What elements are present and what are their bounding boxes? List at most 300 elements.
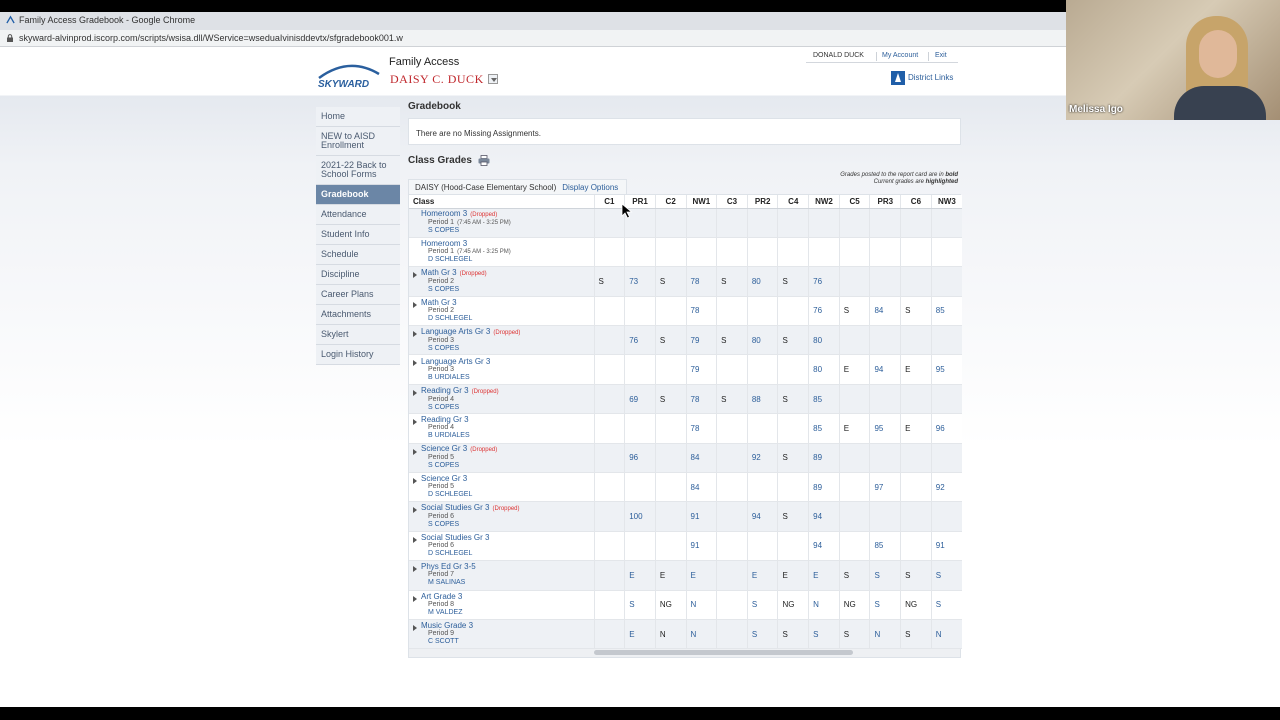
- dropped-badge: (Dropped): [459, 270, 487, 277]
- grade-cell[interactable]: 80: [809, 355, 840, 384]
- grade-cell[interactable]: N: [686, 619, 717, 648]
- class-cell: [409, 502, 594, 531]
- grade-cell[interactable]: 84: [686, 443, 717, 472]
- nav-student-info[interactable]: Student Info: [316, 225, 400, 245]
- grade-cell[interactable]: 84: [870, 296, 901, 325]
- nav-discipline[interactable]: Discipline: [316, 265, 400, 285]
- table-row: [409, 237, 962, 266]
- class-name[interactable]: Language Arts Gr 3: [421, 326, 491, 336]
- column-header-nw3[interactable]: NW3: [931, 195, 962, 208]
- horizontal-scrollbar[interactable]: [409, 649, 960, 657]
- period-text: Period 3: [428, 365, 455, 373]
- table-row: [409, 326, 962, 355]
- expand-arrow-icon[interactable]: [413, 449, 417, 455]
- page-title: Gradebook: [408, 101, 461, 112]
- grade-cell: [717, 502, 748, 531]
- grade-cell[interactable]: 89: [809, 473, 840, 502]
- teacher-link[interactable]: M SALINAS: [428, 579, 466, 587]
- grade-cell: [931, 384, 962, 413]
- teacher-link[interactable]: C SCOTT: [428, 638, 459, 646]
- grade-cell: [717, 414, 748, 443]
- class-name-link[interactable]: [421, 475, 594, 483]
- grade-cell: [594, 473, 625, 502]
- grade-cell[interactable]: 80: [809, 326, 840, 355]
- address-bar[interactable]: [0, 30, 1066, 47]
- grade-cell[interactable]: S: [809, 619, 840, 648]
- grade-cell[interactable]: 95: [931, 355, 962, 384]
- presenter-shirt: [1174, 86, 1266, 120]
- grade-cell: [778, 355, 809, 384]
- grade-cell[interactable]: 78: [686, 384, 717, 413]
- period-text: Period 1: [428, 248, 455, 256]
- grade-cell[interactable]: 80: [747, 267, 778, 296]
- dropped-badge: (Dropped): [470, 447, 498, 454]
- grade-cell[interactable]: N: [809, 590, 840, 619]
- class-name[interactable]: Language Arts Gr 3: [421, 356, 491, 366]
- grade-cell: [625, 355, 656, 384]
- grade-cell: [839, 473, 870, 502]
- grade-cell[interactable]: E: [747, 561, 778, 590]
- column-header-c5[interactable]: C5: [839, 195, 870, 208]
- class-grades-title: Class Grades: [408, 155, 472, 166]
- grade-cell: [931, 502, 962, 531]
- period-text: Period 2: [428, 306, 455, 314]
- class-name[interactable]: Art Grade 3: [421, 591, 463, 601]
- expand-arrow-icon[interactable]: [413, 390, 417, 396]
- nav-skylert[interactable]: Skylert: [316, 325, 400, 345]
- period-text: Period 6: [428, 541, 455, 549]
- period-text: Period 8: [428, 600, 455, 608]
- nav-home[interactable]: Home: [316, 107, 400, 127]
- class-cell: [409, 531, 594, 560]
- grade-cell[interactable]: 76: [809, 267, 840, 296]
- grade-cell[interactable]: 92: [747, 443, 778, 472]
- grade-cell: [901, 237, 932, 266]
- grade-cell[interactable]: S: [778, 502, 809, 531]
- column-header-class[interactable]: Class: [409, 195, 594, 208]
- grade-cell[interactable]: S: [594, 267, 625, 296]
- school-tab-label: DAISY (Hood-Case Elementary School): [415, 183, 557, 192]
- nav-new-enrollment[interactable]: NEW to AISD Enrollment: [316, 127, 400, 156]
- grade-cell[interactable]: 95: [870, 414, 901, 443]
- period-text: Period 1: [428, 219, 455, 227]
- grade-cell[interactable]: S: [870, 561, 901, 590]
- grade-cell[interactable]: NG: [901, 590, 932, 619]
- class-cell: [409, 208, 594, 237]
- nav-attachments[interactable]: Attachments: [316, 305, 400, 325]
- expand-arrow-icon[interactable]: [413, 419, 417, 425]
- grade-cell: [717, 590, 748, 619]
- grade-cell[interactable]: S: [778, 267, 809, 296]
- grades-table: [409, 195, 962, 649]
- class-name-link[interactable]: [421, 240, 594, 248]
- grade-cell[interactable]: S: [655, 326, 686, 355]
- class-name-link[interactable]: [421, 358, 594, 366]
- app-title: Family Access: [389, 56, 460, 68]
- grade-cell[interactable]: E: [686, 561, 717, 590]
- class-name-link[interactable]: [421, 210, 594, 219]
- expand-arrow-icon[interactable]: [413, 625, 417, 631]
- teacher-link[interactable]: S COPES: [428, 344, 460, 352]
- grade-cell: [870, 326, 901, 355]
- grade-cell[interactable]: E: [901, 414, 932, 443]
- expand-arrow-icon[interactable]: [413, 272, 417, 278]
- grade-cell: [870, 267, 901, 296]
- teacher-link[interactable]: M VALDEZ: [428, 608, 463, 616]
- grade-cell[interactable]: 73: [625, 267, 656, 296]
- column-header-c2[interactable]: C2: [655, 195, 686, 208]
- grade-cell: [625, 414, 656, 443]
- grade-cell[interactable]: S: [717, 267, 748, 296]
- period-text: Period 2: [428, 277, 455, 285]
- class-name[interactable]: Phys Ed Gr 3-5: [421, 562, 476, 572]
- grade-cell: [594, 296, 625, 325]
- table-row: [409, 414, 962, 443]
- grade-cell[interactable]: 100: [625, 502, 656, 531]
- grade-cell[interactable]: 85: [931, 296, 962, 325]
- teacher-link[interactable]: D SCHLEGEL: [428, 491, 473, 499]
- grade-cell: [747, 296, 778, 325]
- class-cell: [409, 443, 594, 472]
- nav-gradebook[interactable]: Gradebook: [316, 185, 400, 205]
- class-name[interactable]: Social Studies Gr 3: [421, 503, 490, 513]
- grade-cell[interactable]: E: [901, 355, 932, 384]
- period-label: [428, 454, 594, 462]
- class-name[interactable]: Homeroom 3: [421, 209, 468, 219]
- grades-body: [409, 208, 962, 649]
- period-time: (7:45 AM - 3:25 PM): [457, 220, 511, 227]
- exit-link[interactable]: Exit: [935, 52, 947, 59]
- class-name-link[interactable]: [421, 445, 594, 454]
- grade-cell: [839, 208, 870, 237]
- grade-cell[interactable]: S: [747, 619, 778, 648]
- grade-cell[interactable]: 85: [870, 531, 901, 560]
- period-text: Period 4: [428, 395, 455, 403]
- grade-cell[interactable]: 92: [931, 473, 962, 502]
- grade-cell[interactable]: E: [625, 561, 656, 590]
- grade-cell[interactable]: S: [931, 590, 962, 619]
- period-label: [428, 424, 594, 432]
- expand-arrow-icon[interactable]: [413, 537, 417, 543]
- grade-cell: [594, 414, 625, 443]
- grade-cell[interactable]: 88: [747, 384, 778, 413]
- grade-cell: [594, 443, 625, 472]
- period-label: [428, 337, 594, 345]
- class-name[interactable]: Music Grade 3: [421, 621, 474, 631]
- grade-cell[interactable]: 89: [809, 443, 840, 472]
- grade-cell: [839, 502, 870, 531]
- class-name-link[interactable]: [421, 563, 594, 571]
- district-links[interactable]: [891, 71, 953, 85]
- teacher-link[interactable]: B URDIALES: [428, 373, 470, 381]
- grade-cell[interactable]: 96: [931, 414, 962, 443]
- grade-cell[interactable]: 85: [809, 384, 840, 413]
- column-header-c4[interactable]: C4: [778, 195, 809, 208]
- period-label: [428, 248, 594, 256]
- grade-cell: [931, 208, 962, 237]
- column-header-pr1[interactable]: PR1: [625, 195, 656, 208]
- class-name-link[interactable]: [421, 269, 594, 278]
- grade-cell: [717, 237, 748, 266]
- class-cell: [409, 561, 594, 590]
- class-name-link[interactable]: [421, 299, 594, 307]
- grade-cell: [717, 355, 748, 384]
- class-name[interactable]: Social Studies Gr 3: [421, 532, 490, 542]
- grade-cell: [778, 296, 809, 325]
- period-label: [428, 571, 594, 579]
- divider: [928, 52, 929, 61]
- grade-cell: [901, 208, 932, 237]
- class-name-link[interactable]: [421, 416, 594, 424]
- grade-cell[interactable]: 78: [686, 267, 717, 296]
- grade-cell[interactable]: N: [686, 590, 717, 619]
- grade-cell: [747, 473, 778, 502]
- grades-legend: [800, 172, 958, 186]
- grade-cell[interactable]: 91: [686, 531, 717, 560]
- grade-cell[interactable]: S: [778, 326, 809, 355]
- student-dropdown-button[interactable]: [488, 74, 498, 84]
- grade-cell: [717, 296, 748, 325]
- class-cell: [409, 296, 594, 325]
- grade-cell[interactable]: 84: [686, 473, 717, 502]
- district-links-label: District Links: [908, 73, 954, 83]
- grade-cell[interactable]: E: [809, 561, 840, 590]
- grade-cell[interactable]: S: [717, 326, 748, 355]
- grade-cell[interactable]: 79: [686, 326, 717, 355]
- grade-cell[interactable]: S: [778, 443, 809, 472]
- class-name[interactable]: Science Gr 3: [421, 444, 468, 454]
- teacher-link[interactable]: S COPES: [428, 227, 460, 235]
- grade-cell[interactable]: 69: [625, 384, 656, 413]
- grade-cell[interactable]: 80: [747, 326, 778, 355]
- grade-cell: [778, 237, 809, 266]
- teacher-link[interactable]: D SCHLEGEL: [428, 314, 473, 322]
- grade-cell[interactable]: 94: [809, 502, 840, 531]
- grade-cell[interactable]: S: [870, 590, 901, 619]
- grade-cell: [655, 502, 686, 531]
- grade-cell: [901, 384, 932, 413]
- grade-cell: [747, 531, 778, 560]
- grade-cell[interactable]: N: [931, 619, 962, 648]
- grade-cell[interactable]: 79: [686, 355, 717, 384]
- grade-cell[interactable]: N: [655, 619, 686, 648]
- nav-back-to-school-forms[interactable]: 2021-22 Back to School Forms: [316, 156, 400, 185]
- district-icon: [891, 71, 905, 85]
- grade-cell: [901, 267, 932, 296]
- class-name[interactable]: Math Gr 3: [421, 267, 457, 277]
- table-row: [409, 619, 962, 648]
- table-row: [409, 355, 962, 384]
- grade-cell: [686, 208, 717, 237]
- grade-cell[interactable]: S: [901, 296, 932, 325]
- period-text: Period 3: [428, 336, 455, 344]
- class-cell: [409, 237, 594, 266]
- grade-cell[interactable]: S: [778, 384, 809, 413]
- grade-cell[interactable]: S: [901, 619, 932, 648]
- grade-cell[interactable]: 78: [686, 296, 717, 325]
- table-row: [409, 531, 962, 560]
- grade-cell[interactable]: 91: [931, 531, 962, 560]
- grade-cell: [717, 208, 748, 237]
- presenter-face: [1199, 30, 1237, 78]
- grade-cell[interactable]: E: [839, 355, 870, 384]
- grade-cell[interactable]: S: [655, 267, 686, 296]
- grade-cell: [809, 208, 840, 237]
- grade-cell[interactable]: S: [655, 384, 686, 413]
- grade-cell[interactable]: 76: [625, 326, 656, 355]
- grade-cell[interactable]: 91: [686, 502, 717, 531]
- class-name[interactable]: Science Gr 3: [421, 474, 468, 484]
- expand-arrow-icon[interactable]: [413, 331, 417, 337]
- grade-cell[interactable]: S: [625, 590, 656, 619]
- grade-cell: [625, 531, 656, 560]
- grade-cell[interactable]: S: [839, 561, 870, 590]
- class-name[interactable]: Math Gr 3: [421, 297, 457, 307]
- grade-cell[interactable]: 94: [809, 531, 840, 560]
- grade-cell: [778, 473, 809, 502]
- grade-cell: [625, 237, 656, 266]
- teacher-link[interactable]: S COPES: [428, 521, 460, 529]
- my-account-link[interactable]: My Account: [882, 52, 919, 59]
- divider: [876, 52, 877, 61]
- class-cell: [409, 267, 594, 296]
- class-name[interactable]: Homeroom 3: [421, 239, 468, 249]
- grade-cell: [839, 267, 870, 296]
- period-text: Period 5: [428, 454, 455, 462]
- grade-cell: [901, 531, 932, 560]
- column-header-c3[interactable]: C3: [717, 195, 748, 208]
- user-name: DONALD DUCK: [813, 52, 864, 59]
- teacher-link[interactable]: B URDIALES: [428, 432, 470, 440]
- column-header-pr2[interactable]: PR2: [747, 195, 778, 208]
- expand-arrow-icon[interactable]: [413, 507, 417, 513]
- expand-arrow-icon[interactable]: [413, 360, 417, 366]
- grade-cell: [778, 531, 809, 560]
- grade-cell: [655, 531, 686, 560]
- legend-line1: Grades posted to the report card are in: [840, 172, 946, 178]
- scrollbar-thumb[interactable]: [594, 650, 853, 655]
- grade-cell: [870, 237, 901, 266]
- period-time: (7:45 AM - 3:25 PM): [457, 249, 511, 256]
- missing-assignments-box: [408, 118, 961, 145]
- browser-titlebar: [0, 12, 1066, 30]
- column-header-pr3[interactable]: PR3: [870, 195, 901, 208]
- grade-cell[interactable]: NG: [839, 590, 870, 619]
- table-row: [409, 296, 962, 325]
- dropped-badge: (Dropped): [471, 388, 499, 395]
- grade-cell[interactable]: S: [839, 619, 870, 648]
- expand-arrow-icon[interactable]: [413, 478, 417, 484]
- grade-cell: [778, 414, 809, 443]
- class-name[interactable]: Reading Gr 3: [421, 415, 469, 425]
- class-cell: [409, 384, 594, 413]
- class-cell: [409, 590, 594, 619]
- grade-cell: [686, 237, 717, 266]
- grade-cell[interactable]: E: [655, 561, 686, 590]
- printer-icon[interactable]: [478, 155, 490, 166]
- grade-cell[interactable]: S: [778, 619, 809, 648]
- grade-cell: [594, 326, 625, 355]
- teacher-link[interactable]: S COPES: [428, 462, 460, 470]
- grade-cell[interactable]: E: [839, 414, 870, 443]
- teacher-link[interactable]: D SCHLEGEL: [428, 256, 473, 264]
- grade-cell: [594, 619, 625, 648]
- grades-grid: [408, 194, 961, 658]
- teacher-link[interactable]: S COPES: [428, 403, 460, 411]
- column-header-c1[interactable]: C1: [594, 195, 625, 208]
- grade-cell: [717, 473, 748, 502]
- class-name[interactable]: Reading Gr 3: [421, 385, 469, 395]
- class-name-link[interactable]: [421, 534, 594, 542]
- expand-arrow-icon[interactable]: [413, 566, 417, 572]
- teacher-link[interactable]: S COPES: [428, 285, 460, 293]
- mouse-cursor-icon: [621, 203, 633, 219]
- expand-arrow-icon[interactable]: [413, 302, 417, 308]
- grade-cell[interactable]: 96: [625, 443, 656, 472]
- period-label: [428, 366, 594, 374]
- grade-cell[interactable]: 85: [809, 414, 840, 443]
- grade-cell[interactable]: S: [931, 561, 962, 590]
- class-cell: [409, 326, 594, 355]
- grade-cell[interactable]: S: [747, 590, 778, 619]
- period-label: [428, 513, 594, 521]
- nav-career-plans[interactable]: Career Plans: [316, 285, 400, 305]
- grade-cell: [870, 443, 901, 472]
- grade-cell[interactable]: S: [901, 561, 932, 590]
- grade-cell[interactable]: 76: [809, 296, 840, 325]
- display-options-link[interactable]: Display Options: [562, 183, 619, 192]
- class-name-link[interactable]: [421, 593, 594, 601]
- column-header-nw1[interactable]: NW1: [686, 195, 717, 208]
- grade-cell: [839, 531, 870, 560]
- grade-cell: [655, 237, 686, 266]
- grade-cell[interactable]: 78: [686, 414, 717, 443]
- column-header-c6[interactable]: C6: [901, 195, 932, 208]
- school-tab[interactable]: [408, 179, 627, 194]
- grade-cell[interactable]: E: [625, 619, 656, 648]
- grade-cell[interactable]: NG: [655, 590, 686, 619]
- column-header-nw2[interactable]: NW2: [809, 195, 840, 208]
- table-row: [409, 561, 962, 590]
- nav-schedule[interactable]: Schedule: [316, 245, 400, 265]
- grade-cell: [625, 296, 656, 325]
- grade-cell[interactable]: N: [870, 619, 901, 648]
- expand-arrow-icon[interactable]: [413, 596, 417, 602]
- grade-cell: [594, 355, 625, 384]
- grade-cell[interactable]: NG: [778, 590, 809, 619]
- grade-cell[interactable]: 97: [870, 473, 901, 502]
- dropped-badge: (Dropped): [492, 506, 520, 513]
- grade-cell[interactable]: S: [839, 296, 870, 325]
- class-name-link[interactable]: [421, 504, 594, 513]
- grade-cell[interactable]: S: [717, 384, 748, 413]
- nav-attendance[interactable]: Attendance: [316, 205, 400, 225]
- grade-cell: [717, 561, 748, 590]
- grade-cell: [594, 502, 625, 531]
- grade-cell[interactable]: 94: [747, 502, 778, 531]
- period-label: [428, 219, 594, 227]
- nav-login-history[interactable]: Login History: [316, 345, 400, 365]
- grade-cell: [931, 267, 962, 296]
- class-name-link[interactable]: [421, 622, 594, 630]
- class-name-link[interactable]: [421, 387, 594, 396]
- teacher-link[interactable]: D SCHLEGEL: [428, 549, 473, 557]
- grade-cell: [594, 531, 625, 560]
- class-name-link[interactable]: [421, 328, 594, 337]
- grade-cell[interactable]: 94: [870, 355, 901, 384]
- student-name[interactable]: DAISY C. DUCK: [390, 72, 484, 86]
- grade-cell[interactable]: E: [778, 561, 809, 590]
